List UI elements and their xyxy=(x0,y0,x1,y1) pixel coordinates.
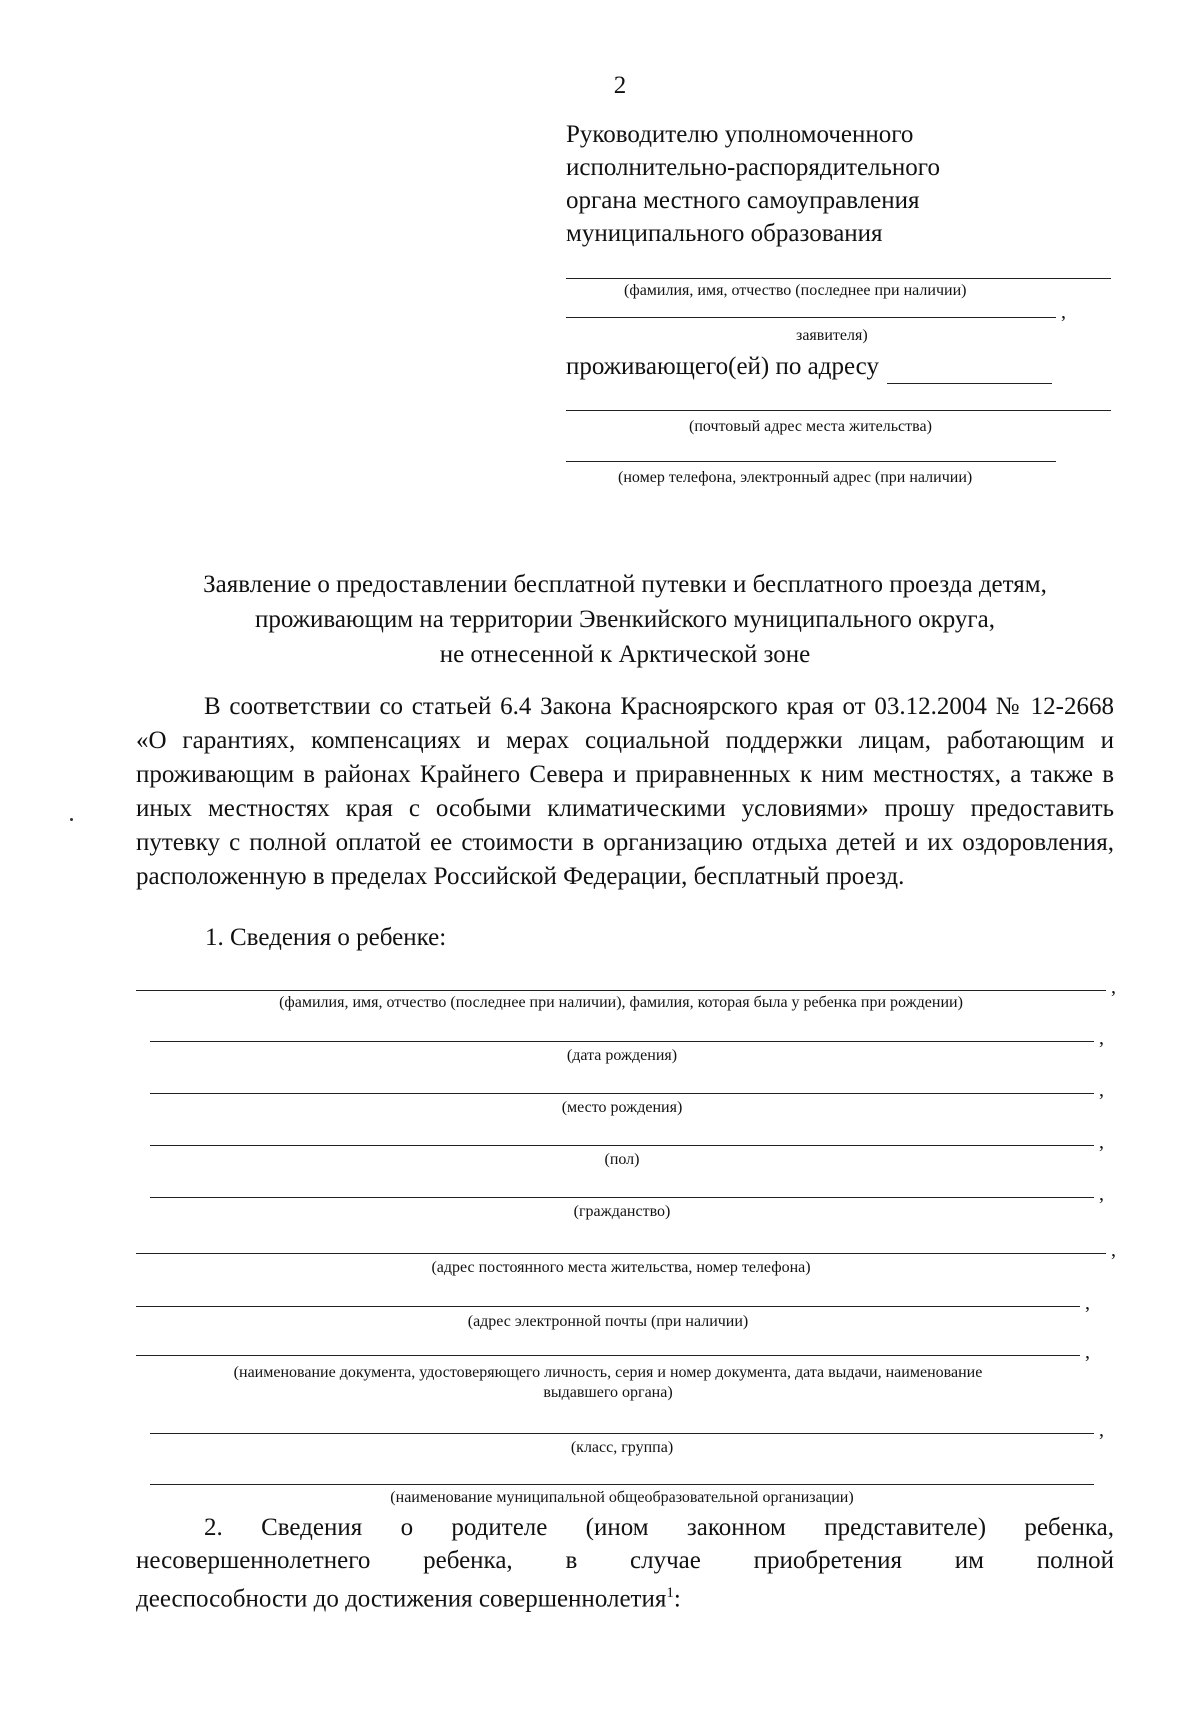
comma: , xyxy=(1099,1027,1104,1049)
addressee-line: Руководителю уполномоченного xyxy=(566,121,914,148)
birth-place-caption: (место рождения) xyxy=(561,1099,683,1116)
section2-colon: : xyxy=(673,1585,681,1613)
comma: , xyxy=(1111,976,1116,998)
comma: , xyxy=(1099,1419,1104,1441)
section2-last-text: дееспособности до достижения совершеннолетия xyxy=(136,1585,667,1613)
applicant-name-field-2[interactable] xyxy=(566,309,1056,318)
title-line: не отнесенной к Арктической зоне xyxy=(439,641,811,668)
footnote-mark[interactable]: 1 xyxy=(666,1585,674,1601)
applicant-name-field[interactable] xyxy=(566,270,1111,279)
email-caption: (адрес электронной почты (при наличии) xyxy=(467,1313,749,1330)
postal-address-caption: (почтовый адрес места жительства) xyxy=(689,418,932,435)
document-title xyxy=(130,567,1120,672)
addressee-line: органа местного самоуправления xyxy=(566,187,920,214)
comma: , xyxy=(1111,1239,1116,1261)
postal-address-field[interactable] xyxy=(566,392,1111,411)
scan-speck xyxy=(70,818,73,821)
contacts-caption: (номер телефона, электронный адрес (при наличии) xyxy=(618,469,973,486)
residence-address-caption: (адрес постоянного места жительства, номер телефона) xyxy=(431,1259,811,1276)
title-line: проживающим на территории Эвенкийского муниципального округа, xyxy=(254,606,996,633)
addressee-line: исполнительно-распорядительного xyxy=(566,154,940,181)
residing-label: проживающего(ей) по адресу xyxy=(566,353,879,380)
identity-document-caption-2: выдавшего органа) xyxy=(543,1384,673,1401)
title-line: Заявление о предоставлении бесплатной путевки и бесплатного проезда детям, xyxy=(203,571,1047,598)
comma: , xyxy=(1085,1341,1090,1363)
section1-heading: 1. Сведения о ребенке: xyxy=(205,924,447,951)
child-fio-caption: (фамилия, имя, отчество (последнее при наличии), фамилия, которая была у ребенка при рождении) xyxy=(279,994,963,1011)
statement-paragraph: В соответствии со статьей 6.4 Закона Красноярского края от 03.12.2004 № 12-2668 «О гарантиях, компенсациях и мерах социальной поддержки лицам, работающим и проживающим в районах Крайнего Севера и приравненных к ним местностях, а также в иных местностях края с особыми климатическими условиями» прошу предоставить путевку с полной оплатой ее стоимости в организацию отдыха детей и их оздоровления, расположенную в пределах Российской Федерации, бесплатный проезд. xyxy=(136,693,1114,890)
applicant-name-caption: (фамилия, имя, отчество (последнее при наличии) xyxy=(624,282,967,299)
school-name-caption: (наименование муниципальной общеобразовательной организации) xyxy=(390,1489,854,1506)
contacts-field[interactable] xyxy=(566,447,1056,462)
page-number: 2 xyxy=(613,72,627,99)
residing-address-field[interactable] xyxy=(887,363,1052,384)
comma: , xyxy=(1099,1079,1104,1101)
comma: , xyxy=(1085,1292,1090,1314)
addressee-line: муниципального образования xyxy=(566,220,883,247)
comma: , xyxy=(1061,301,1066,323)
identity-document-caption: (наименование документа, удостоверяющего личность, серия и номер документа, дата выдачи, наименование xyxy=(233,1364,983,1381)
section2-last-line xyxy=(136,1577,1114,1615)
class-group-caption: (класс, группа) xyxy=(570,1439,674,1456)
comma: , xyxy=(1099,1183,1104,1205)
section2-text xyxy=(136,1511,1114,1615)
comma: , xyxy=(1099,1131,1104,1153)
citizenship-caption: (гражданство) xyxy=(573,1203,671,1220)
applicant-caption: заявителя) xyxy=(796,327,868,344)
section2-paragraph: 2. Сведения о родителе (ином законном представителе) ребенка, несовершеннолетнего ребенка, в случае приобретения им полной xyxy=(136,1514,1114,1574)
sex-caption: (пол) xyxy=(604,1151,640,1168)
birth-date-caption: (дата рождения) xyxy=(566,1047,678,1064)
body-paragraph xyxy=(136,690,1114,894)
addressee-block xyxy=(566,118,1126,488)
